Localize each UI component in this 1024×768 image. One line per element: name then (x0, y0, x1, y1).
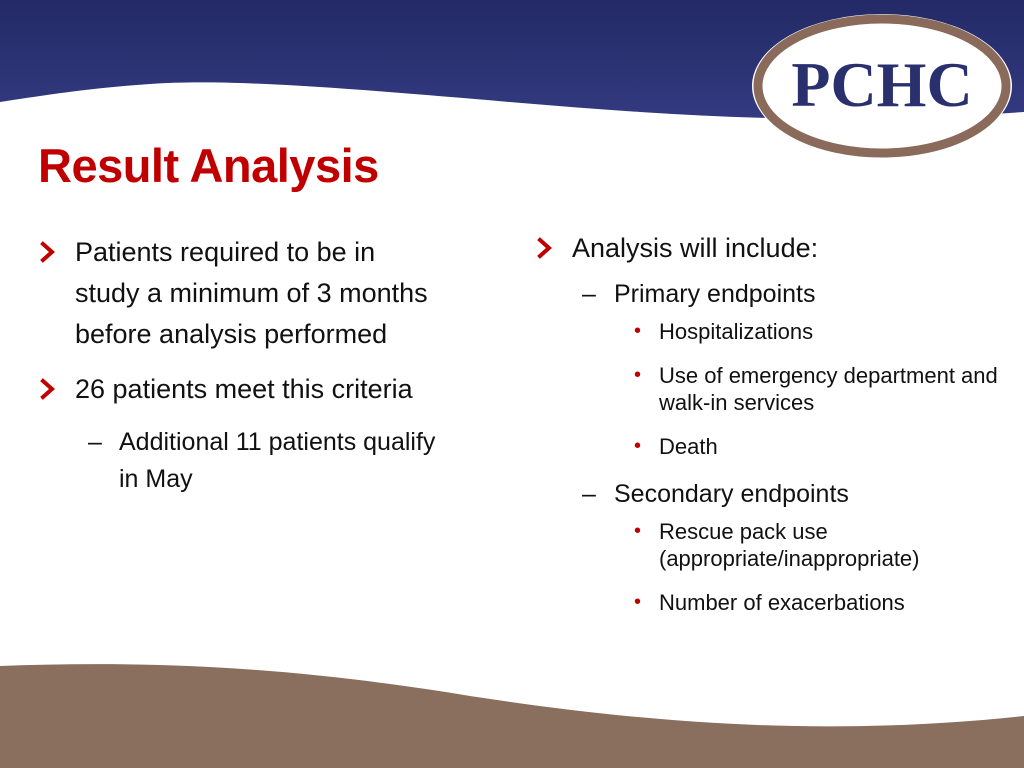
endpoint-text: Hospitalizations (659, 319, 814, 344)
sub-list-item (535, 277, 1005, 312)
dash-marker: – (582, 480, 596, 508)
sub-list-item (38, 424, 438, 498)
endpoint-item (535, 518, 1005, 572)
primary-endpoints-label: Primary endpoints (614, 280, 816, 308)
list-item (38, 369, 438, 410)
endpoint-item (535, 362, 1005, 416)
chevron-right-icon (38, 378, 58, 400)
endpoint-item (535, 433, 1005, 460)
left-column (38, 232, 438, 508)
bottom-banner-wave (0, 664, 1024, 768)
endpoint-text: Number of exacerbations (659, 590, 905, 615)
dash-marker: – (88, 428, 102, 456)
list-item (38, 232, 438, 355)
list-item (535, 228, 1005, 269)
endpoint-item (535, 318, 1005, 345)
sub-list-item-text: Additional 11 patients qualify in May (119, 428, 436, 493)
sub-list-item (535, 477, 1005, 512)
slide-title: Result Analysis (38, 139, 379, 192)
bullet-dot: • (634, 591, 642, 613)
list-item-text: Patients required to be in study a minimum of 3 months before analysis performed (75, 237, 428, 349)
endpoint-item (535, 589, 1005, 616)
bullet-dot: • (634, 435, 642, 457)
secondary-endpoints-label: Secondary endpoints (614, 480, 849, 508)
chevron-right-icon (38, 241, 58, 263)
right-column (535, 228, 1005, 633)
bullet-dot: • (634, 320, 642, 342)
bullet-dot: • (634, 364, 642, 386)
dash-marker: – (582, 280, 596, 308)
endpoint-text: Use of emergency department and walk-in services (659, 363, 998, 415)
pchc-logo (748, 10, 1016, 162)
chevron-right-icon (535, 237, 555, 259)
list-item-text: 26 patients meet this criteria (75, 374, 413, 404)
endpoint-text: Death (659, 434, 718, 459)
bullet-dot: • (634, 520, 642, 542)
list-item-text: Analysis will include: (572, 233, 819, 263)
logo-text: PCHC (791, 49, 973, 120)
endpoint-text: Rescue pack use (appropriate/inappropriate) (659, 519, 920, 571)
